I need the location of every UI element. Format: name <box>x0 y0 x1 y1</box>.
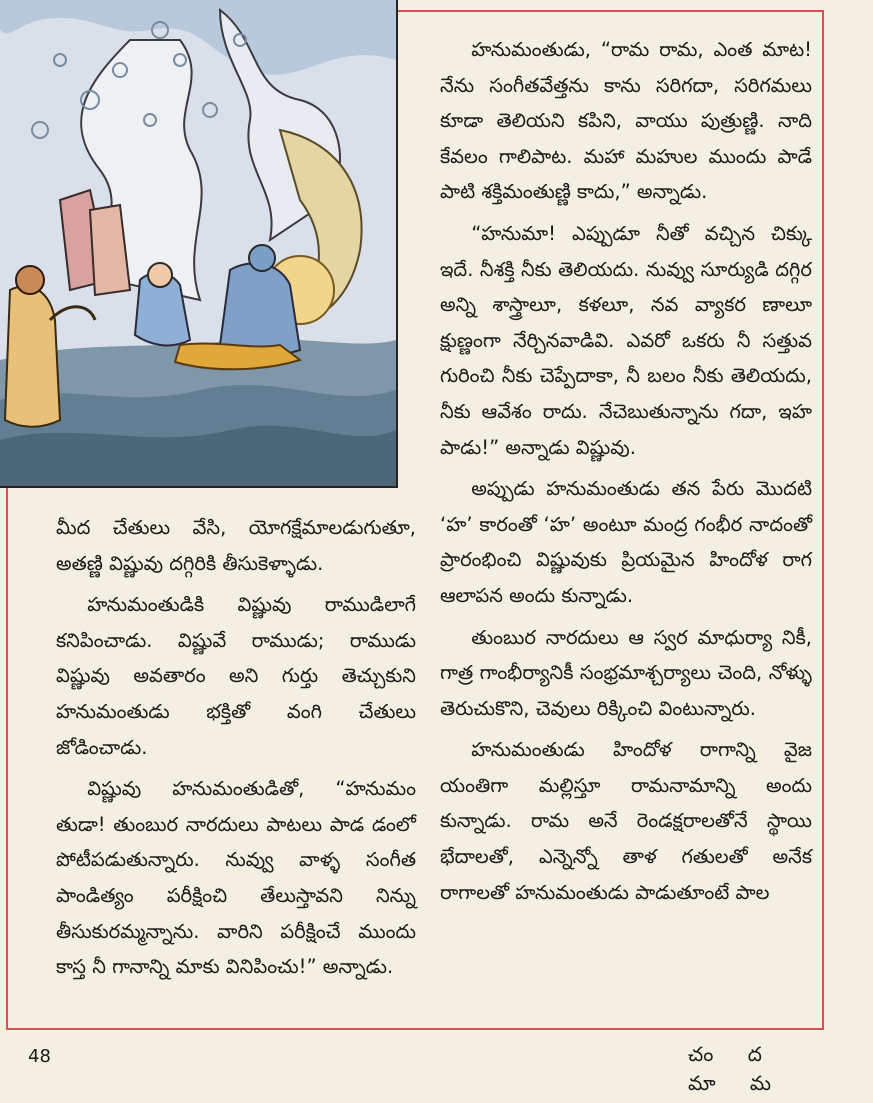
right-column <box>440 32 812 910</box>
paragraph: అప్పుడు హనుమంతుడు తన పేరు మొదటి ‘హ’ కారంతో ‘హ’ అంటూ మంద్ర గంభీర నాదంతో ప్రారంభించి విష్ణువుకు ప్రియమైన హిందోళ రాగ ఆలాపన అందు కున్నాడు. <box>440 477 812 607</box>
page-number: 48 <box>28 1046 51 1067</box>
paragraph: “హనుమా! ఎప్పుడూ నీతో వచ్చిన చిక్కు ఇదే. నీశక్తి నీకు తెలియదు. నువ్వు సూర్యుడి దగ్గిర అన్ని శాస్త్రాలూ, కళలూ, నవ వ్యాకర ణాలూ క్షుణ్ణంగా నేర్చినవాడివి. ఎవరో ఒకరు నీ సత్తువ గురించి నీకు చెప్పేదాకా, నీ బలం నీకు తెలియదు, నీకు ఆవేశం రాదు. నేచెబుతున్నాను గదా, ఇహ పాడు!” అన్నాడు విష్ణువు. <box>440 221 812 459</box>
paragraph: తుంబుర నారదులు ఆ స్వర మాధుర్యా నికీ, గాత్ర గాంభీర్యానికీ సంభ్రమాశ్చర్యాలు చెంది, నోళ్ళు తెరుచుకొని, చెవులు రిక్కించి వింటున్నారు. <box>440 625 812 720</box>
paragraph: హనుమంతుడు హిందోళ రాగాన్ని వైజ యంతిగా మల్లిస్తూ రామనామాన్ని అందు కున్నాడు. రామ అనే రెండక్షరాలతోనే స్థాయి భేదాలతో, ఎన్నెన్నో తాళ గతులతో అనేక రాగాలతో హనుమంతుడు పాడుతూంటే పాల <box>440 738 812 904</box>
paragraph: హనుమంతుడు, “రామ రామ, ఎంత మాట! నేను సంగీతవేత్తను కాను సరిగదా, సరిగమలు కూడా తెలియని కపిని, వాయు పుత్రుణ్ణి. నాది కేవలం గాలిపాట. మహా మహుల ముందు పాడే పాటి శక్తిమంతుణ్ణి కాదు,” అన్నాడు. <box>440 38 812 204</box>
left-column <box>56 510 416 985</box>
paragraph: విష్ణువు హనుమంతుడితో, “హనుమం తుడా! తుంబుర నారదులు పాటలు పాడ డంలో పోటీపడుతున్నారు. నువ్వు వాళ్ళ సంగీత పాండిత్యం పరీక్షించి తేలుస్తావని నిన్ను తీసుకురమ్మన్నాను. వారిని పరీక్షించే ముందు కాస్త నీ గానాన్ని మాకు వినిపించు!” అన్నాడు. <box>56 777 416 979</box>
paragraph: హనుమంతుడికి విష్ణువు రాముడిలాగే కనిపించాడు. విష్ణువే రాముడు; రాముడు విష్ణువు అవతారం అని గుర్తు తెచ్చుకుని హనుమంతుడు భక్తితో వంగి చేతులు జోడించాడు. <box>56 593 416 759</box>
magazine-name: చం ద మా మ <box>688 1042 786 1095</box>
paragraph: మీద చేతులు వేసి, యోగక్షేమాలడుగుతూ, అతణ్ణి విష్ణువు దగ్గిరికి తీసుకెళ్ళాడు. <box>56 516 416 575</box>
vishnu-hanuman-illustration-icon <box>0 0 398 488</box>
